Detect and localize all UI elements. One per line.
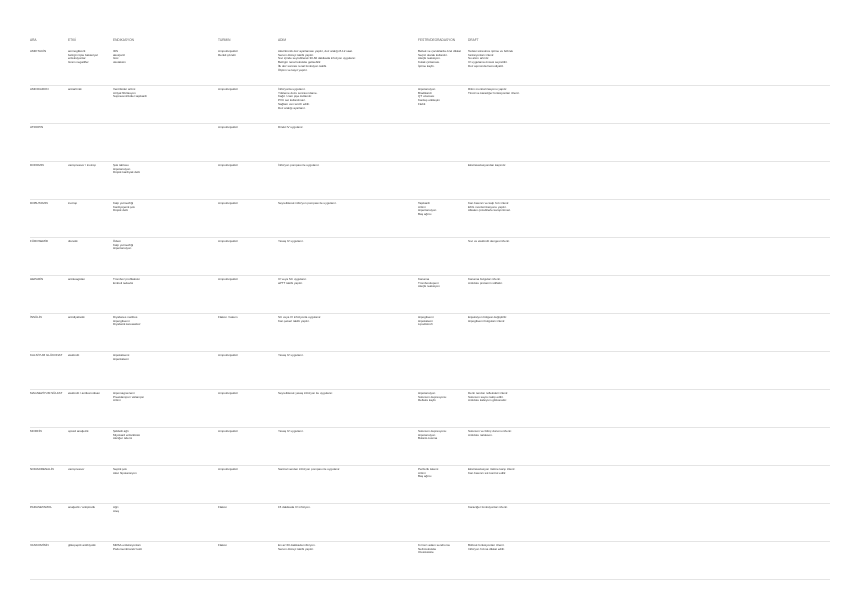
table-cell[interactable]: Hipotansiyon Bradikardi QT uzaması Kardeş etkileşim Flebit <box>418 87 441 106</box>
table-cell[interactable]: Hipotansiyon Solunum depresyonu Refleks kaybı <box>418 391 447 403</box>
table-cell[interactable]: Sıvı ve elektrolit dengesi izlenir. <box>468 239 510 243</box>
table-cell[interactable]: diuretik <box>68 239 78 243</box>
table-cell[interactable]: Şiddetli ağrı Miyokard enfarktüsü Akciğer ödemi <box>113 429 141 441</box>
table-cell[interactable]: glikopeptit antibiyotik <box>68 543 96 547</box>
table-cell[interactable]: Ampul/enjektör <box>218 125 239 129</box>
table-cell[interactable]: Ritim monitorizasyonu yapılır. Tiroid ve karaciğer fonksiyonları izlenir. <box>468 87 520 95</box>
table-cell[interactable]: HEPARİN <box>30 277 44 281</box>
table-cell[interactable]: Ödem Kalp yetmezliği Hipertansiyon <box>113 239 134 251</box>
table-cell[interactable]: Karaciğer fonksiyonları izlenir. <box>468 505 508 509</box>
table-cell[interactable]: DOPAMIN <box>30 163 44 167</box>
table-cell[interactable]: Solunum ve bilinç durumu izlenir. Antidotu nalokson. <box>468 429 512 437</box>
table-cell[interactable]: analjezik / antipiretik <box>68 505 96 509</box>
table-cell[interactable]: Yavaş IV uygulanır. <box>278 353 304 357</box>
table-cell[interactable]: 15 dakikada IV infüzyon. <box>278 505 311 509</box>
table-cell[interactable]: Seyreltilerek infüzyon pompası ile uygulanır. <box>278 201 337 205</box>
table-cell[interactable]: Kırmızı adam sendromu Nefrotoksisite Ototoksisite <box>418 543 451 555</box>
table-cell[interactable]: Ampul/enjektör Renkli çözelti <box>218 49 239 57</box>
table-cell[interactable]: Periferik iskemi Aritmi Baş ağrısı <box>418 467 439 479</box>
table-cell[interactable]: KALSİYUM GLÜKONAT <box>30 353 63 357</box>
table-cell[interactable]: antikoagülan <box>68 277 86 281</box>
column-header[interactable]: DRAFT <box>468 38 479 42</box>
table-cell[interactable]: Direkt IV uygulanır. <box>278 125 304 129</box>
table-cell[interactable]: NORADRENALİN <box>30 467 54 471</box>
table-cell[interactable]: Ampul/enjektör <box>218 429 239 433</box>
table-cell[interactable]: inotrop <box>68 201 78 205</box>
table-cell[interactable]: Bebek ve çocuklarda özel dikkat Seçici olarak kullanılır. Alerjik reaksiyon. Kulak çınlaması. İşitme kaybı. <box>418 49 461 68</box>
table-cell[interactable]: MAGNEZİYUM SÜLFAT <box>30 391 63 395</box>
table-cell[interactable]: Ampul/enjektör <box>218 201 239 205</box>
table-cell[interactable]: elektrolit / antikonvülsan <box>68 391 101 395</box>
table-cell[interactable]: Ampul/enjektör <box>218 391 239 395</box>
column-header[interactable]: ENDIKASYON <box>113 38 134 42</box>
table-cell[interactable]: Ekstravazasyon riskine karşı izlenir. Kan basıncı sık kontrol edilir. <box>468 467 516 475</box>
row-divider <box>30 389 830 390</box>
row-divider <box>30 351 830 352</box>
column-header[interactable]: TURMIN <box>218 38 231 42</box>
table-cell[interactable]: İnfüzyon pompası ile uygulanır. <box>278 163 320 167</box>
table-cell[interactable]: MORFİN <box>30 429 42 433</box>
table-cell[interactable]: VANKOMİSİN <box>30 543 49 547</box>
table-cell[interactable]: IDS akutçariz Güc okotaksin <box>113 49 126 65</box>
table-cell[interactable]: Ampul/enjektör <box>218 87 239 91</box>
table-cell[interactable]: aminoglikozit belirgin tipte bakteriyel enfeksiyonlar Gram negatifler <box>68 49 98 65</box>
table-cell[interactable]: vazopressor <box>68 467 85 471</box>
row-divider <box>30 275 830 276</box>
table-cell[interactable]: Flakon <box>218 505 228 509</box>
table-cell[interactable]: antidiyabetik <box>68 315 85 319</box>
table-cell[interactable]: DOBUTAMIN <box>30 201 48 205</box>
table-cell[interactable]: Kalp yetmezliği Kardiyojenik şok Düşük debi <box>113 201 135 213</box>
table-cell[interactable]: En az 60 dakikada infüzyon. Serum düzeyi takibi yapılır. <box>278 543 316 551</box>
table-cell[interactable]: Flakon <box>218 543 228 547</box>
table-cell[interactable]: Şok tablosu Hipotansiyon Düşük kardiyak debi <box>113 163 141 175</box>
table-cell[interactable]: Enjeksiyon bölgesi değiştirilir. Hipoglisemi bulguları izlenir. <box>468 315 508 323</box>
table-cell[interactable]: Yavaş IV uygulanır. <box>278 429 304 433</box>
table-cell[interactable]: MRSA enfeksiyonları Psdomembranöz kolit <box>113 543 142 551</box>
row-divider <box>30 427 830 428</box>
row-divider <box>30 503 830 504</box>
table-cell[interactable]: Ampul/enjektör <box>218 163 239 167</box>
table-cell[interactable]: İNSÜLİN <box>30 315 42 319</box>
table-cell[interactable]: Ampul/enjektör <box>218 353 239 357</box>
table-cell[interactable]: antiaritmik <box>68 87 82 91</box>
row-divider <box>30 541 830 542</box>
table-cell[interactable]: Taşikardi Aritmi Hipertansiyon Baş ağrısı <box>418 201 437 217</box>
row-divider <box>30 313 830 314</box>
table-cell[interactable]: Ampul/enjektör <box>218 467 239 471</box>
column-header[interactable]: ETKIİ <box>68 38 76 42</box>
table-cell[interactable]: AMIODARON <box>30 87 49 91</box>
table-cell[interactable]: Hipomagnezemi Preeklampsi / eklampsi Aritmi <box>113 391 144 403</box>
table-cell[interactable]: Solunum depresyonu Hipotansiyon Bulantı-kusma <box>418 429 447 441</box>
table-cell[interactable]: IV veya SC uygulanır. aPTT takibi yapılır. <box>278 277 307 285</box>
table-cell[interactable]: Ventriküler aritmi Atriyal fibrilasyon Supraventriküler taşikardi <box>113 87 147 99</box>
table-cell[interactable]: AMIKTACİN <box>30 49 47 53</box>
table-cell[interactable]: ATROPIN <box>30 125 44 129</box>
row-divider <box>30 579 830 580</box>
table-cell[interactable]: Kan basıncı ve kalp hızı izlenir. EKG monitorizasyonu yapılır. Alkalen çözeltilerle karıştırılmaz. <box>468 201 511 213</box>
table-cell[interactable]: Ekstravazasyondan kaçınılır. <box>468 163 507 167</box>
column-header[interactable]: ADIM <box>278 38 286 42</box>
table-cell[interactable]: Ağrı Ateş <box>113 505 120 513</box>
table-cell[interactable]: FÜROSEMİD <box>30 239 48 243</box>
row-divider <box>30 161 830 162</box>
table-cell[interactable]: Santral venden infüzyon pompası ile uygulanır. <box>278 467 341 471</box>
table-cell[interactable]: Flakon / kalem <box>218 315 238 319</box>
table-cell[interactable]: vazopressor / inotrop <box>68 163 97 167</box>
column-header[interactable]: FESTRI/DEGRADASYON <box>418 38 456 42</box>
table-cell[interactable]: Ampul/enjektör <box>218 277 239 281</box>
row-divider <box>30 465 830 466</box>
table-cell[interactable]: Ampul/enjektör <box>218 239 239 243</box>
table-cell[interactable]: Tromboz profilaksisi Emboli tedavisi <box>113 277 140 285</box>
table-cell[interactable]: Seyreltilerek yavaş infüzyon ile uygulanır. <box>278 391 333 395</box>
table-cell[interactable]: Tedavi süresince işitme ve böbrek fonksiyonları izlenir. Su alımı artırılır. IV uygulama öncesi seyreltilir. Doz aşımında hemodiyaliz. <box>468 49 514 68</box>
table-cell[interactable]: Akut/kronik doz ayarlaması yapılır, doz aralığı 8-12 saat. Serum düzeyi takibi yapılır. Sıvı içinde seyreltilerek 30-60 dakikada infuzyon uygulanır. Belirgin renal toksisite gelisebilir. İlk doz sonrası renal fonksiyon takibi. Ölçüm ve kayıt yapılır. <box>278 49 356 72</box>
table-cell[interactable]: Hipoglisemi Hipokalemi Lipodistrofi <box>418 315 434 327</box>
table-cell[interactable]: Septik şok Akut hipotansiyon <box>113 467 137 475</box>
table-cell[interactable]: opioid analjezik <box>68 429 89 433</box>
row-divider <box>30 123 830 124</box>
row-divider <box>30 237 830 238</box>
table-cell[interactable]: Yavaş IV uygulanır. <box>278 239 304 243</box>
table-cell[interactable]: Kanama bulguları izlenir. Antidotu protamin sülfattır. <box>468 277 503 285</box>
table-cell[interactable]: SC veya IV infüzyonla uygulanır. Kan şekeri takibi yapılır. <box>278 315 322 323</box>
row-divider <box>30 199 830 200</box>
table-cell[interactable]: İnfüzyonla uygulanır. Yükleme dozu sonrası idame. Kağıt / cam şişe kullanılır. PVC set kullanılmaz. Sağlam ven tercih edilir. Doz aralığı ayarlanır. <box>278 87 318 110</box>
table-cell[interactable]: PARASETAMOL <box>30 505 53 509</box>
table-cell[interactable]: Derin tendon refleksleri izlenir. Solunum sayısı takip edilir. Antidotu kalsiyum glükonattır. <box>468 391 509 403</box>
row-divider <box>30 85 830 86</box>
table-cell[interactable]: Böbrek fonksiyonları izlenir. Infüzyon hızına dikkat edilir. <box>468 543 505 551</box>
table-cell[interactable]: Kanama Trombositopeni Alerjik reaksiyon <box>418 277 440 289</box>
table-cell[interactable]: elektrolit <box>68 353 80 357</box>
column-header[interactable]: ARA <box>30 38 37 42</box>
table-cell[interactable]: Hipokalsemi Hiperkalemi <box>113 353 130 361</box>
table-cell[interactable]: Diyabetes mellitus Hiperglisemi Diyabetik ketoasidoz <box>113 315 141 327</box>
